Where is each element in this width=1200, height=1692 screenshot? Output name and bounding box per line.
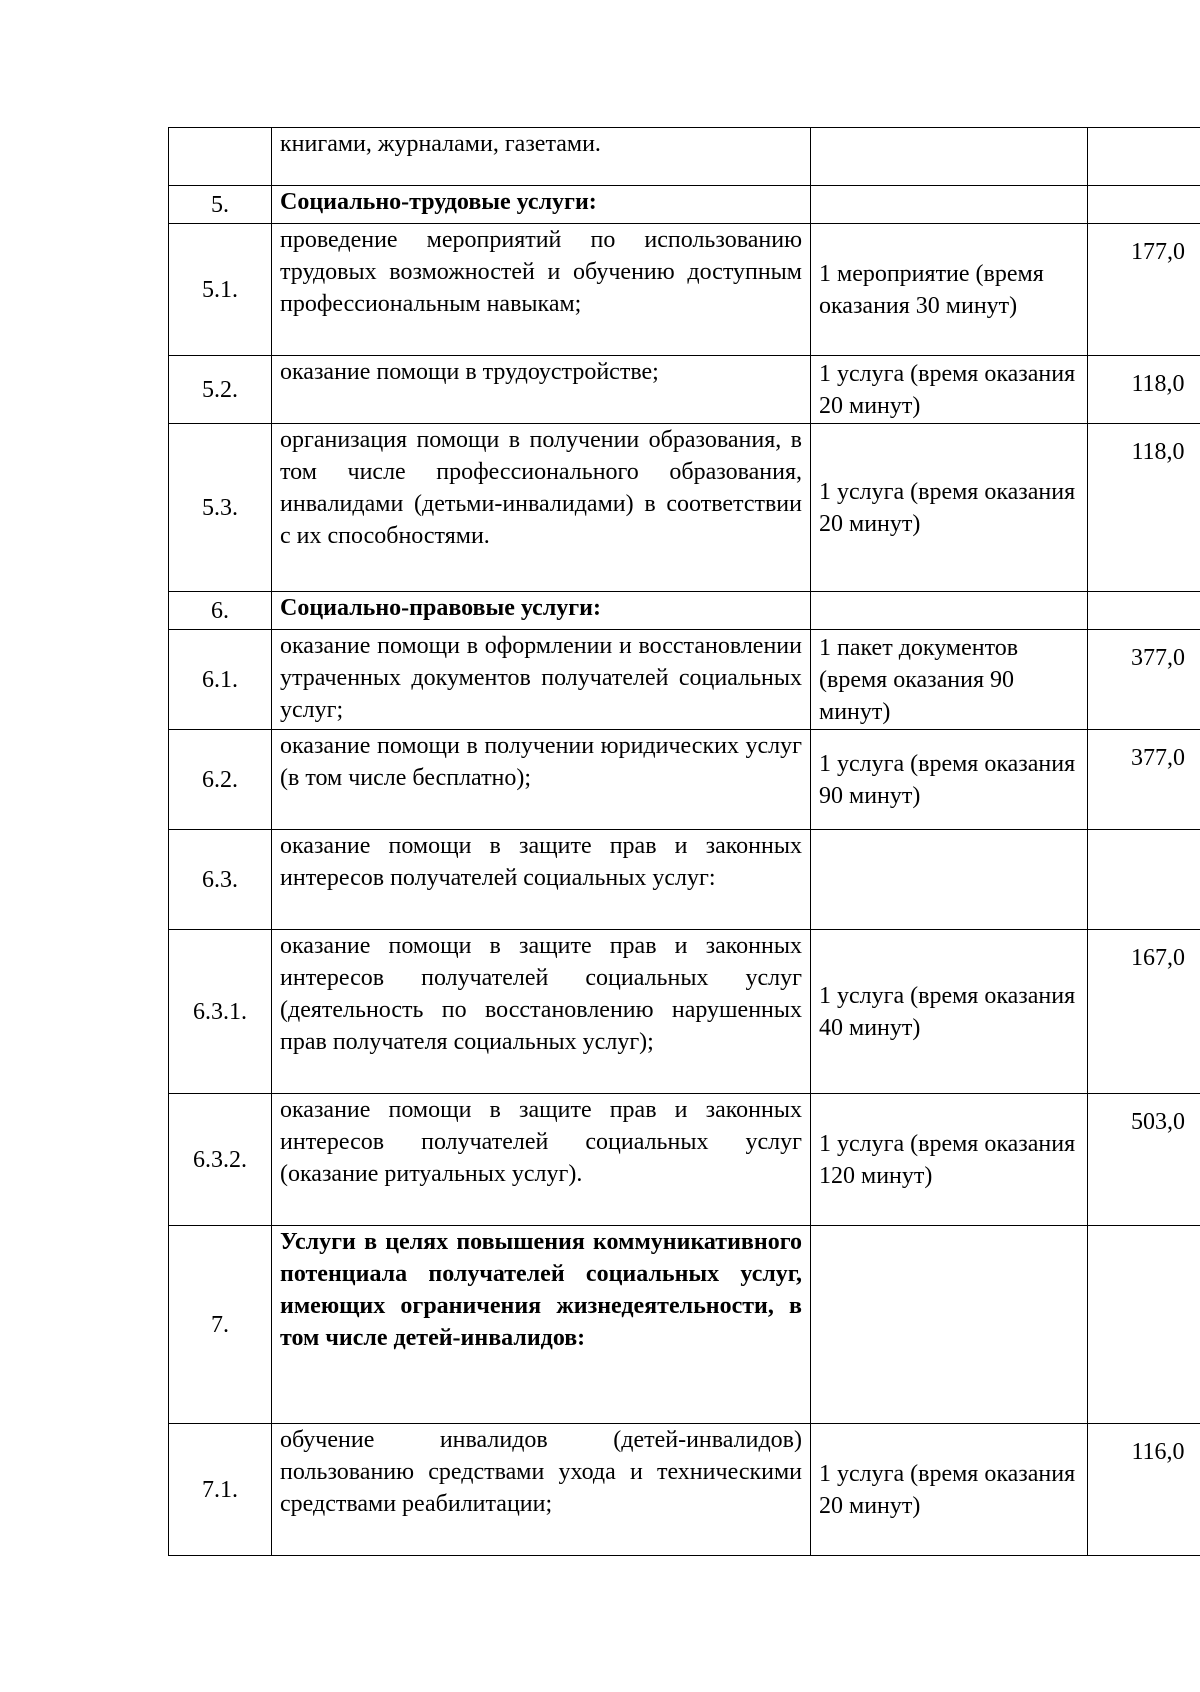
service-price [1088, 592, 1200, 630]
service-unit: 1 услуга (время оказания 20 минут) [811, 424, 1088, 592]
row-number: 5.2. [169, 356, 272, 424]
row-number [169, 128, 272, 186]
table-row [169, 224, 1200, 356]
service-price [1088, 186, 1200, 224]
row-number: 6.3. [169, 830, 272, 930]
service-price: 167,0 [1088, 930, 1200, 1094]
service-price: 377,0 [1088, 630, 1200, 730]
service-unit [811, 128, 1088, 186]
service-description: книгами, журналами, газетами. [272, 128, 811, 186]
service-unit [811, 830, 1088, 930]
service-unit [811, 592, 1088, 630]
row-number: 6.3.2. [169, 1094, 272, 1226]
services-tariff-table [168, 127, 1200, 1556]
service-price: 116,0 [1088, 1424, 1200, 1556]
table-row [169, 730, 1200, 830]
table-row [169, 356, 1200, 424]
row-number: 6. [169, 592, 272, 630]
service-unit: 1 услуга (время оказания 20 минут) [811, 1424, 1088, 1556]
service-unit [811, 186, 1088, 224]
service-unit: 1 услуга (время оказания 120 минут) [811, 1094, 1088, 1226]
service-price: 377,0 [1088, 730, 1200, 830]
section-heading: Социально-трудовые услуги: [272, 186, 811, 224]
row-number: 7. [169, 1226, 272, 1424]
row-number: 7.1. [169, 1424, 272, 1556]
section-heading: Услуги в целях повышения коммуникативного потенциала получателей социальных услуг, имеющих ограничения жизнедеятельности, в том числе детей-инвалидов: [272, 1226, 811, 1424]
section-heading: Социально-правовые услуги: [272, 592, 811, 630]
service-description: оказание помощи в защите прав и законных интересов получателей социальных услуг (оказание ритуальных услуг). [272, 1094, 811, 1226]
service-description: оказание помощи в защите прав и законных интересов получателей социальных услуг (деятельность по восстановлению нарушенных прав получателя социальных услуг); [272, 930, 811, 1094]
service-description: оказание помощи в защите прав и законных интересов получателей социальных услуг: [272, 830, 811, 930]
service-price [1088, 1226, 1200, 1424]
service-price [1088, 128, 1200, 186]
service-description: обучение инвалидов (детей-инвалидов) пользованию средствами ухода и техническими средствами реабилитации; [272, 1424, 811, 1556]
table-row [169, 424, 1200, 592]
service-unit: 1 пакет документов (время оказания 90 минут) [811, 630, 1088, 730]
service-unit: 1 мероприятие (время оказания 30 минут) [811, 224, 1088, 356]
service-description: оказание помощи в получении юридических услуг (в том числе бесплатно); [272, 730, 811, 830]
table-row [169, 630, 1200, 730]
row-number: 6.3.1. [169, 930, 272, 1094]
service-price: 118,0 [1088, 424, 1200, 592]
table-row [169, 592, 1200, 630]
service-unit: 1 услуга (время оказания 90 минут) [811, 730, 1088, 830]
table-row [169, 1094, 1200, 1226]
table-row [169, 1226, 1200, 1424]
service-description: проведение мероприятий по использованию трудовых возможностей и обучению доступным профессиональным навыкам; [272, 224, 811, 356]
table-row [169, 830, 1200, 930]
service-unit: 1 услуга (время оказания 20 минут) [811, 356, 1088, 424]
service-description: организация помощи в получении образования, в том числе профессионального образования, инвалидами (детьми-инвалидами) в соответствии с их способностями. [272, 424, 811, 592]
table-row [169, 186, 1200, 224]
table-row [169, 1424, 1200, 1556]
table-row [169, 128, 1200, 186]
service-description: оказание помощи в трудоустройстве; [272, 356, 811, 424]
service-price: 177,0 [1088, 224, 1200, 356]
service-unit: 1 услуга (время оказания 40 минут) [811, 930, 1088, 1094]
service-unit [811, 1226, 1088, 1424]
row-number: 5.3. [169, 424, 272, 592]
row-number: 6.1. [169, 630, 272, 730]
service-price: 118,0 [1088, 356, 1200, 424]
row-number: 5.1. [169, 224, 272, 356]
service-price [1088, 830, 1200, 930]
service-price: 503,0 [1088, 1094, 1200, 1226]
row-number: 6.2. [169, 730, 272, 830]
row-number: 5. [169, 186, 272, 224]
service-description: оказание помощи в оформлении и восстановлении утраченных документов получателей социальных услуг; [272, 630, 811, 730]
table-row [169, 930, 1200, 1094]
